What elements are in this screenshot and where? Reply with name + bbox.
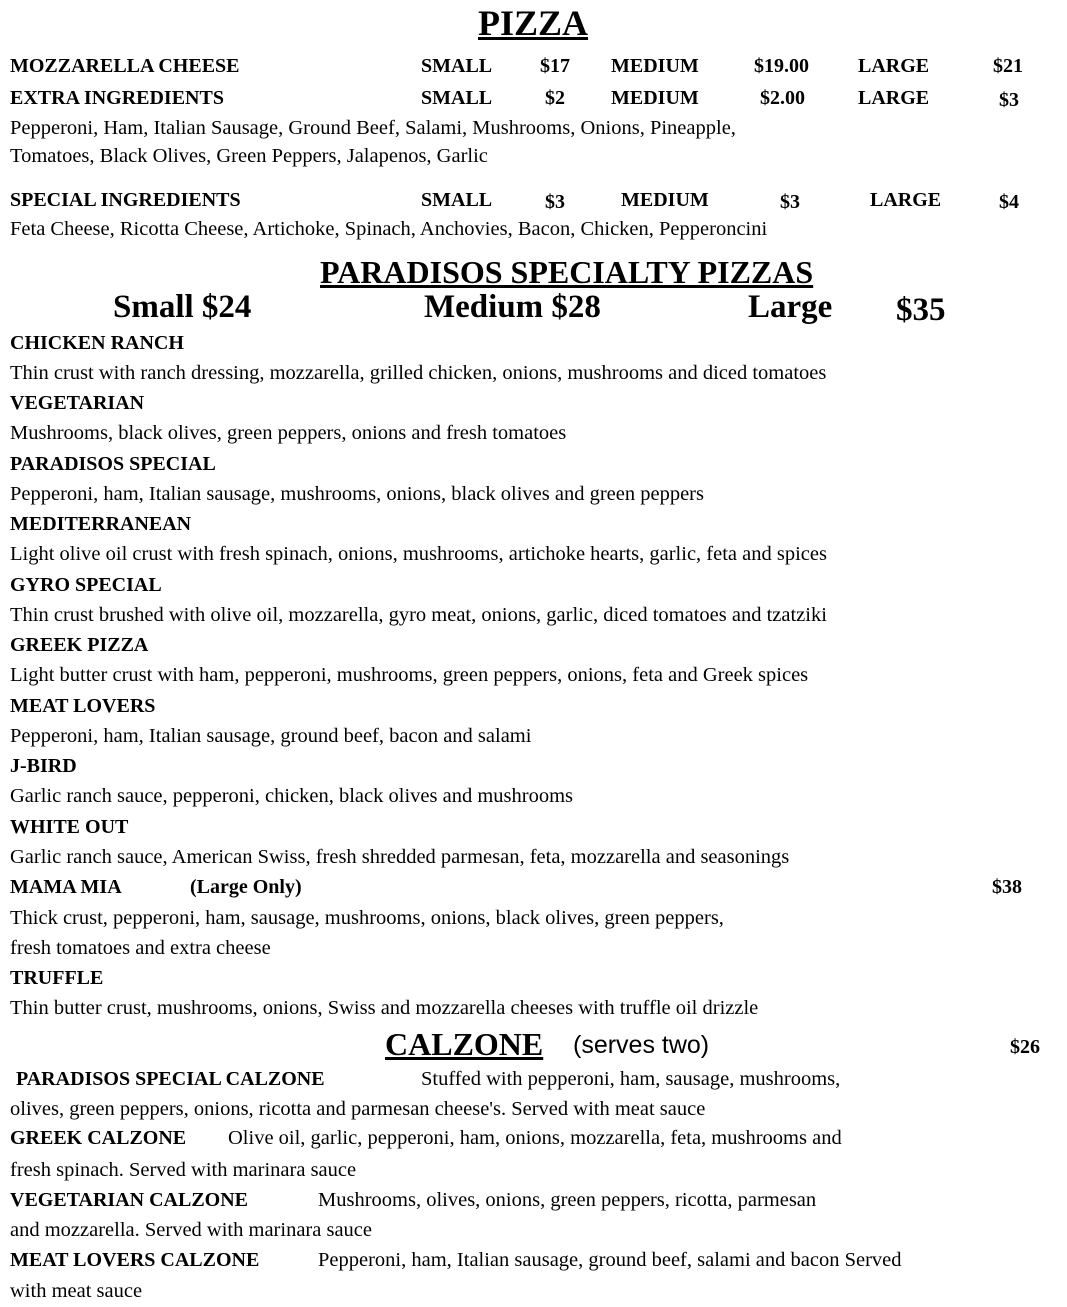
calzone-item-desc-line1: Stuffed with pepperoni, ham, sausage, mushrooms, — [421, 1068, 841, 1090]
special-large-label: LARGE — [870, 189, 942, 211]
calzone-item-name: MEAT LOVERS CALZONE — [10, 1249, 260, 1271]
calzone-title: CALZONE — [385, 1026, 544, 1062]
calzone-item-name: PARADISOS SPECIAL CALZONE — [16, 1068, 325, 1090]
mama-mia-note: (Large Only) — [190, 876, 302, 898]
extra-small-label: SMALL — [421, 87, 493, 109]
extra-large-price: $3 — [999, 89, 1019, 111]
specialty-item-name: PARADISOS SPECIAL — [10, 453, 216, 475]
extra-label: EXTRA INGREDIENTS — [10, 87, 224, 109]
calzone-item-name: VEGETARIAN CALZONE — [10, 1189, 248, 1211]
extra-medium-label: MEDIUM — [611, 87, 699, 109]
pizza-title: PIZZA — [478, 3, 589, 43]
specialty-small-price: Small $24 — [113, 289, 252, 325]
mozzarella-large-label: LARGE — [858, 55, 930, 77]
calzone-item-name: GREEK CALZONE — [10, 1127, 187, 1149]
truffle-name: TRUFFLE — [10, 967, 104, 989]
calzone-item-desc-line2: fresh spinach. Served with marinara sauce — [10, 1159, 357, 1181]
specialty-medium-price: Medium $28 — [424, 289, 601, 325]
specialty-large-label: Large — [748, 289, 833, 325]
specialty-item-name: GREEK PIZZA — [10, 634, 149, 656]
mozzarella-large-price: $21 — [993, 55, 1023, 77]
extra-large-label: LARGE — [858, 87, 930, 109]
specialty-item-desc: Thin crust with ranch dressing, mozzarella, grilled chicken, onions, mushrooms and diced tomatoes — [10, 362, 827, 384]
specialty-item-desc: Pepperoni, ham, Italian sausage, ground beef, bacon and salami — [10, 725, 532, 747]
calzone-serves: (serves two) — [573, 1031, 710, 1059]
specialty-item-desc: Garlic ranch sauce, American Swiss, fresh shredded parmesan, feta, mozzarella and seasonings — [10, 846, 790, 868]
mozzarella-small-label: SMALL — [421, 55, 493, 77]
calzone-item-desc-line1: Mushrooms, olives, onions, green peppers, ricotta, parmesan — [318, 1189, 817, 1211]
extra-list-line1: Pepperoni, Ham, Italian Sausage, Ground Beef, Salami, Mushrooms, Onions, Pineapple, — [10, 117, 736, 139]
calzone-price: $26 — [1010, 1036, 1040, 1058]
specialty-item-desc: Mushrooms, black olives, green peppers, onions and fresh tomatoes — [10, 422, 567, 444]
specialty-title: PARADISOS SPECIALTY PIZZAS — [320, 254, 814, 290]
special-small-label: SMALL — [421, 189, 493, 211]
mozzarella-label: MOZZARELLA CHEESE — [10, 55, 240, 77]
calzone-item-desc-line2: olives, green peppers, onions, ricotta and parmesan cheese's. Served with meat sauce — [10, 1098, 706, 1120]
extra-list-line2: Tomatoes, Black Olives, Green Peppers, Jalapenos, Garlic — [10, 145, 488, 167]
mozzarella-medium-price: $19.00 — [754, 55, 809, 77]
mama-mia-price: $38 — [992, 876, 1022, 898]
calzone-item-desc-line2: with meat sauce — [10, 1280, 143, 1302]
truffle-desc: Thin butter crust, mushrooms, onions, Swiss and mozzarella cheeses with truffle oil drizzle — [10, 997, 759, 1019]
specialty-item-name: J-BIRD — [10, 755, 77, 777]
specialty-item-desc: Light butter crust with ham, pepperoni, mushrooms, green peppers, onions, feta and Greek spices — [10, 664, 809, 686]
special-small-price: $3 — [545, 191, 565, 213]
specialty-item-name: GYRO SPECIAL — [10, 574, 162, 596]
specialty-item-desc: Garlic ranch sauce, pepperoni, chicken, black olives and mushrooms — [10, 785, 573, 807]
mama-mia-name: MAMA MIA — [10, 876, 122, 898]
calzone-item-desc-line1: Pepperoni, ham, Italian sausage, ground beef, salami and bacon Served — [318, 1249, 902, 1271]
specialty-item-name: CHICKEN RANCH — [10, 332, 184, 354]
specialty-item-name: MEDITERRANEAN — [10, 513, 192, 535]
special-label: SPECIAL INGREDIENTS — [10, 189, 241, 211]
mama-mia-desc-line2: fresh tomatoes and extra cheese — [10, 937, 271, 959]
specialty-item-desc: Light olive oil crust with fresh spinach, onions, mushrooms, artichoke hearts, garlic, feta and spices — [10, 543, 827, 565]
specialty-item-desc: Thin crust brushed with olive oil, mozzarella, gyro meat, onions, garlic, diced tomatoes and tzatziki — [10, 604, 827, 626]
specialty-item-desc: Pepperoni, ham, Italian sausage, mushrooms, onions, black olives and green peppers — [10, 483, 704, 505]
specialty-item-name: WHITE OUT — [10, 816, 129, 838]
special-list: Feta Cheese, Ricotta Cheese, Artichoke, Spinach, Anchovies, Bacon, Chicken, Pepperoncini — [10, 218, 768, 240]
specialty-item-name: VEGETARIAN — [10, 392, 145, 414]
specialty-large-price: $35 — [896, 292, 946, 328]
mama-mia-desc-line1: Thick crust, pepperoni, ham, sausage, mushrooms, onions, black olives, green peppers, — [10, 907, 724, 929]
special-large-price: $4 — [999, 191, 1019, 213]
special-medium-label: MEDIUM — [621, 189, 709, 211]
extra-small-price: $2 — [545, 87, 565, 109]
extra-medium-price: $2.00 — [760, 87, 805, 109]
special-medium-price: $3 — [780, 191, 800, 213]
calzone-item-desc-line2: and mozzarella. Served with marinara sauce — [10, 1219, 372, 1241]
calzone-item-desc-line1: Olive oil, garlic, pepperoni, ham, onions, mozzarella, feta, mushrooms and — [228, 1127, 842, 1149]
specialty-item-name: MEAT LOVERS — [10, 695, 156, 717]
mozzarella-medium-label: MEDIUM — [611, 55, 699, 77]
mozzarella-small-price: $17 — [540, 55, 570, 77]
